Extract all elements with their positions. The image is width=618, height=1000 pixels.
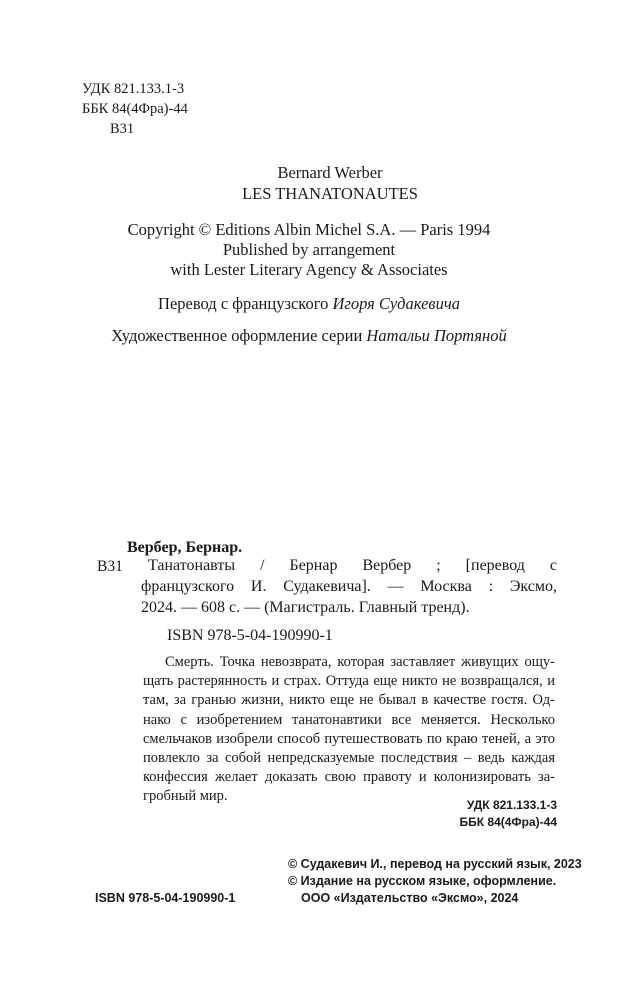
card-description [141, 555, 557, 618]
copyright-line: Copyright © Editions Albin Michel S.A. — Paris 1994 [127, 220, 491, 239]
annotation-line: повлекло за собой непредсказуемые последствия – ведь каждая [143, 750, 555, 767]
translator-name: Игоря Судакевича [332, 294, 460, 313]
copyright-edition: © Издание на русском языке, оформление. [288, 874, 557, 888]
design-credit [0, 326, 618, 346]
description-line: Танатонавты / Бернар Вербер ; [перевод с [148, 557, 557, 574]
author-mark-top: В31 [110, 121, 135, 137]
annotation-line: конфессия желает доказать свою правоту и колонизировать за- [143, 769, 555, 786]
description-line: французского И. Судакевича]. — Москва : Эксмо, [141, 578, 557, 595]
annotation-line: Смерть. Точка невозврата, которая заставляет живущих ощу- [165, 654, 555, 670]
design-prefix: Художественное оформление серии [111, 326, 367, 345]
translation-prefix: Перевод с французского [158, 294, 333, 313]
card-author-heading: Вербер, Бернар. [127, 539, 243, 556]
isbn-bottom: ISBN 978-5-04-190990-1 [95, 891, 236, 905]
card-code: В31 [97, 558, 123, 575]
bbk-code-top: ББК 84(4Фра)-44 [82, 101, 188, 117]
original-title: LES THANATONAUTES [242, 184, 418, 203]
translation-credit [0, 294, 618, 314]
annotation-line: гробный мир. [143, 788, 228, 805]
udk-code-top: УДК 821.133.1-3 [82, 81, 185, 97]
arrangement-line-2: with Lester Literary Agency & Associates [170, 260, 448, 279]
original-author: Bernard Werber [277, 163, 383, 182]
udk-code-bottom: УДК 821.133.1-3 [466, 798, 557, 812]
arrangement-line-1: Published by arrangement [222, 240, 396, 259]
designer-name: Натальи Портяной [366, 326, 507, 345]
annotation [143, 653, 555, 807]
annotation-line: смельчаков изобрели способ путешествовать по краю теней, а это [143, 730, 555, 747]
card-isbn: ISBN 978-5-04-190990-1 [167, 627, 333, 644]
annotation-line: щать растерянность и страх. Оттуда еще никто не возвращался, и [143, 673, 555, 690]
bbk-code-bottom: ББК 84(4Фра)-44 [459, 815, 557, 829]
publisher-line: ООО «Издательство «Эксмо», 2024 [301, 891, 519, 905]
annotation-line: нако с изобретением танатонавтики все меняется. Несколько [143, 711, 555, 728]
copyright-translation: © Судакевич И., перевод на русский язык, 2023 [288, 857, 582, 871]
annotation-line: там, за гранью жизни, никто еще не бывал в качестве гостя. Од- [143, 692, 555, 709]
description-line: 2024. — 608 с. — (Магистраль. Главный тренд). [141, 599, 470, 616]
